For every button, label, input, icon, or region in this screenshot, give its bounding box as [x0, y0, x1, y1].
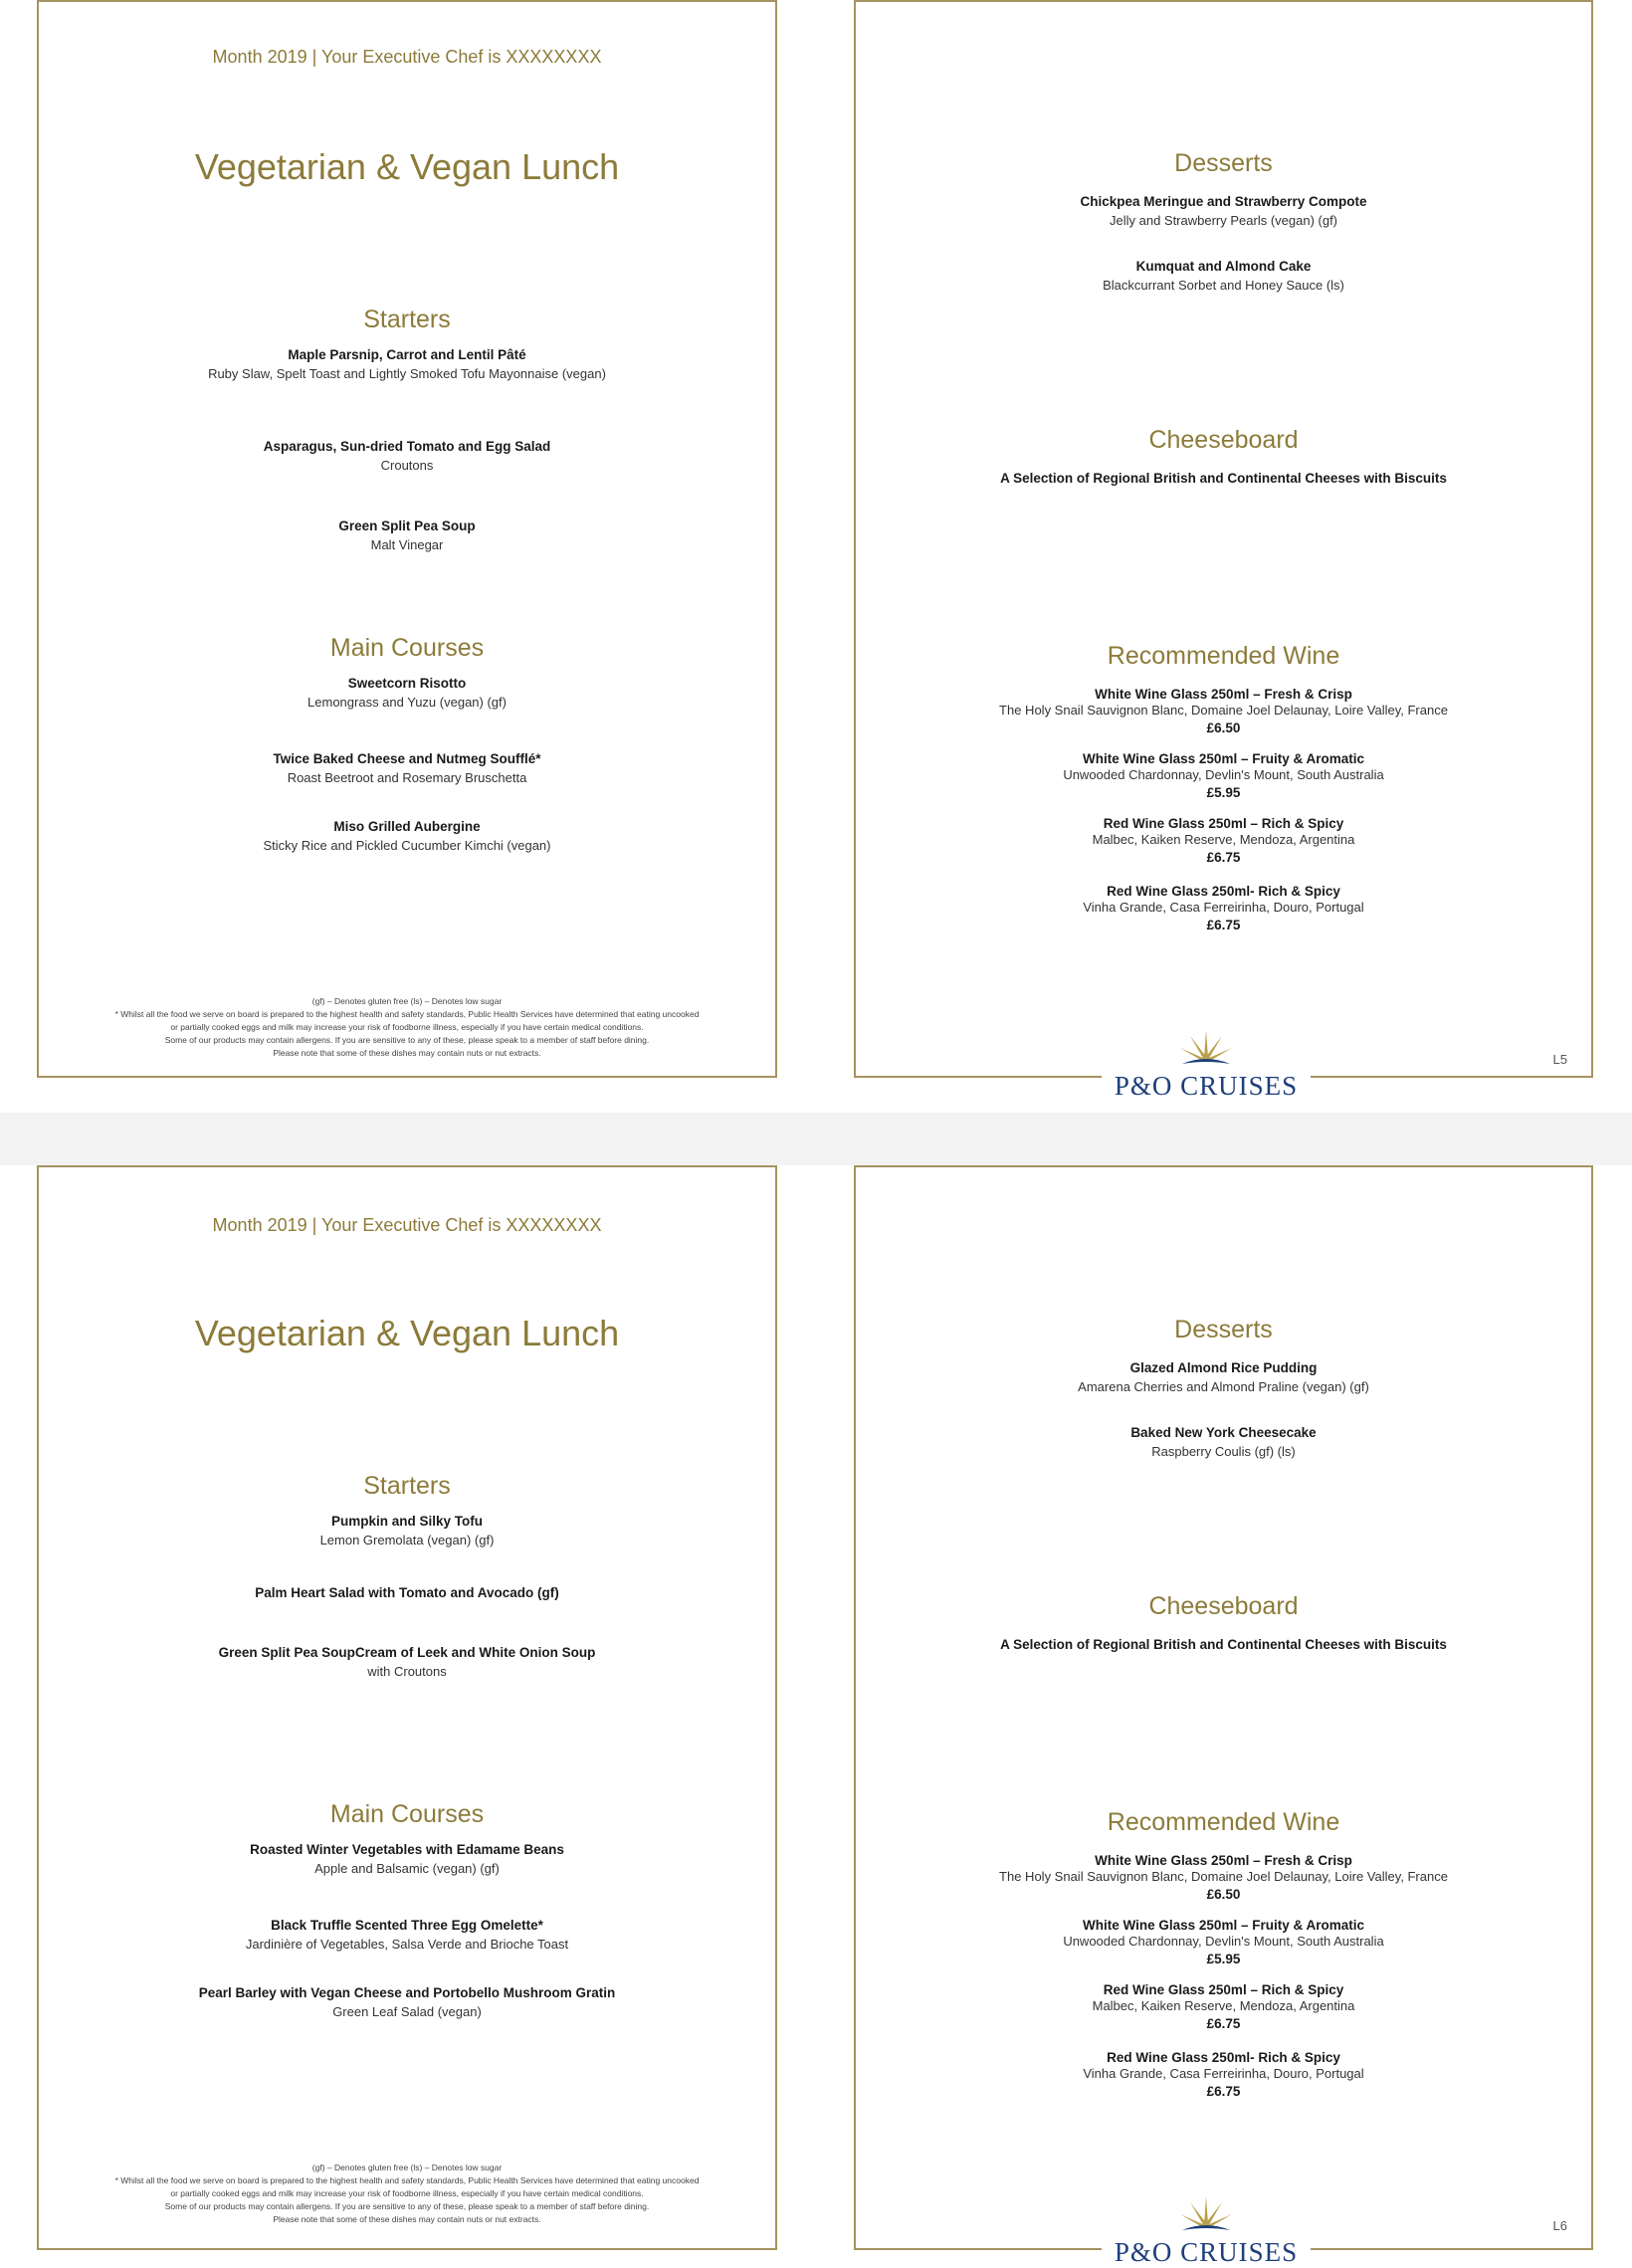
- wine-description: The Holy Snail Sauvignon Blanc, Domaine Joel Delaunay, Loire Valley, France: [999, 703, 1448, 718]
- menu-item: [39, 1514, 775, 1547]
- dish-description: Croutons: [380, 458, 434, 473]
- menu-sheet-2: [0, 1165, 1632, 2267]
- wine-price: £6.75: [1206, 2084, 1241, 2099]
- wine-description: The Holy Snail Sauvignon Blanc, Domaine Joel Delaunay, Loire Valley, France: [999, 1869, 1448, 1884]
- cheeseboard-heading: Cheeseboard: [1148, 1592, 1299, 1620]
- menu-item: [39, 518, 775, 552]
- wine-name: White Wine Glass 250ml – Fruity & Aromatic: [1083, 751, 1364, 766]
- wine-name: Red Wine Glass 250ml – Rich & Spicy: [1103, 1982, 1344, 1997]
- wine-description: Malbec, Kaiken Reserve, Mendoza, Argentina: [1092, 832, 1355, 847]
- dish-name: Kumquat and Almond Cake: [1135, 259, 1312, 274]
- menu-item: [856, 1425, 1591, 1459]
- menu-item: [39, 751, 775, 785]
- dish-description: Roast Beetroot and Rosemary Bruschetta: [287, 770, 527, 785]
- sheet-separator: [0, 1113, 1632, 1165]
- wine-description: Vinha Grande, Casa Ferreirinha, Douro, Portugal: [1083, 2066, 1364, 2081]
- footnote: Some of our products may contain allergens. If you are sensitive to any of these, please speak to a member of staff before dining.: [164, 2201, 650, 2211]
- dish-name: Asparagus, Sun-dried Tomato and Egg Salad: [263, 439, 551, 454]
- mains-heading: Main Courses: [329, 1800, 485, 1828]
- dish-name: Miso Grilled Aubergine: [333, 819, 481, 834]
- footnotes: [39, 2162, 775, 2226]
- wine-price: £5.95: [1206, 785, 1241, 800]
- wine-item: [856, 1918, 1591, 1966]
- footnote: Please note that some of these dishes may contain nuts or nut extracts.: [273, 2214, 541, 2224]
- wine-price: £6.50: [1206, 721, 1241, 735]
- dish-description: Amarena Cherries and Almond Praline (vegan) (gf): [1078, 1379, 1369, 1394]
- brand-logo: [1102, 2194, 1311, 2268]
- dish-name: Pumpkin and Silky Tofu: [330, 1514, 483, 1529]
- wine-price: £5.95: [1206, 1952, 1241, 1966]
- starters-heading: Starters: [363, 1472, 451, 1500]
- wine-name: White Wine Glass 250ml – Fresh & Crisp: [1095, 687, 1352, 702]
- dish-description: Green Leaf Salad (vegan): [332, 2004, 482, 2019]
- menu-sheet-1: [0, 0, 1632, 1113]
- wine-description: Vinha Grande, Casa Ferreirinha, Douro, Portugal: [1083, 900, 1364, 915]
- wine-description: Unwooded Chardonnay, Devlin's Mount, South Australia: [1063, 767, 1384, 782]
- dish-name: Maple Parsnip, Carrot and Lentil Pâté: [288, 347, 526, 362]
- wine-price: £6.75: [1206, 2016, 1241, 2031]
- dish-name: Green Split Pea SoupCream of Leek and White Onion Soup: [218, 1645, 596, 1660]
- wine-description: Malbec, Kaiken Reserve, Mendoza, Argentina: [1092, 1998, 1355, 2013]
- footnotes: [39, 995, 775, 1060]
- cheeseboard-text: A Selection of Regional British and Continental Cheeses with Biscuits: [1000, 1637, 1447, 1652]
- page-title: Vegetarian & Vegan Lunch: [194, 1313, 620, 1353]
- menu-item: [39, 1645, 775, 1679]
- dish-name: Palm Heart Salad with Tomato and Avocado (gf): [255, 1585, 559, 1600]
- wine-item: [856, 2050, 1591, 2099]
- sunburst-icon: [1176, 2194, 1236, 2234]
- dish-name: Chickpea Meringue and Strawberry Compote: [1080, 194, 1367, 209]
- wine-heading: Recommended Wine: [1107, 1808, 1340, 1836]
- desserts-heading: Desserts: [1174, 1316, 1273, 1343]
- left-menu-page: [37, 0, 777, 1078]
- menu-item: [39, 676, 775, 710]
- wine-item: [856, 751, 1591, 800]
- wine-price: £6.75: [1206, 918, 1241, 932]
- wine-description: Unwooded Chardonnay, Devlin's Mount, South Australia: [1063, 1934, 1384, 1949]
- brand-logo: [1102, 1028, 1311, 1102]
- dish-description: Jelly and Strawberry Pearls (vegan) (gf): [1109, 213, 1338, 228]
- dish-name: Roasted Winter Vegetables with Edamame Beans: [250, 1842, 564, 1857]
- menu-item: [39, 1985, 775, 2019]
- logo-text: P&O CRUISES: [1114, 2237, 1299, 2267]
- menu-item: [39, 347, 775, 381]
- footnote: (gf) – Denotes gluten free (ls) – Denotes low sugar: [311, 996, 503, 1006]
- left-menu-page: [37, 1165, 777, 2250]
- cheeseboard-text: A Selection of Regional British and Continental Cheeses with Biscuits: [1000, 471, 1447, 486]
- footnote: or partially cooked eggs and milk may increase your risk of foodborne illness, especially if you have certain medical conditions.: [170, 1022, 644, 1032]
- page-title: Vegetarian & Vegan Lunch: [194, 146, 620, 187]
- wine-item: [856, 1982, 1591, 2031]
- wine-price: £6.50: [1206, 1887, 1241, 1902]
- wine-name: Red Wine Glass 250ml- Rich & Spicy: [1107, 884, 1340, 899]
- footnote: Some of our products may contain allergens. If you are sensitive to any of these, please speak to a member of staff before dining.: [164, 1035, 650, 1045]
- menu-item: [856, 194, 1591, 228]
- cheeseboard-heading: Cheeseboard: [1148, 426, 1299, 454]
- wine-price: £6.75: [1206, 850, 1241, 865]
- wine-name: White Wine Glass 250ml – Fresh & Crisp: [1095, 1853, 1352, 1868]
- dish-description: Jardinière of Vegetables, Salsa Verde and Brioche Toast: [245, 1937, 569, 1952]
- dish-name: Twice Baked Cheese and Nutmeg Soufflé*: [273, 751, 541, 766]
- menu-item: [39, 1842, 775, 1876]
- wine-item: [856, 884, 1591, 932]
- dish-description: Ruby Slaw, Spelt Toast and Lightly Smoked Tofu Mayonnaise (vegan): [208, 366, 606, 381]
- chef-line: Month 2019 | Your Executive Chef is XXXXXXXX: [212, 1215, 602, 1235]
- dish-name: Green Split Pea Soup: [338, 518, 476, 533]
- dish-description: Lemongrass and Yuzu (vegan) (gf): [307, 695, 507, 710]
- menu-item: [39, 1585, 775, 1604]
- logo-text: P&O CRUISES: [1114, 1071, 1299, 1101]
- dish-name: Black Truffle Scented Three Egg Omelette*: [271, 1918, 543, 1933]
- wine-item: [856, 1853, 1591, 1902]
- dish-description: Raspberry Coulis (gf) (ls): [1151, 1444, 1296, 1459]
- dish-description: Blackcurrant Sorbet and Honey Sauce (ls): [1103, 278, 1344, 293]
- footnote: (gf) – Denotes gluten free (ls) – Denotes low sugar: [311, 2163, 503, 2172]
- menu-item: [39, 819, 775, 853]
- page-number: L5: [1552, 1052, 1567, 1067]
- dish-name: Sweetcorn Risotto: [347, 676, 467, 691]
- wine-item: [856, 687, 1591, 735]
- dish-description: Malt Vinegar: [370, 537, 444, 552]
- footnote: or partially cooked eggs and milk may increase your risk of foodborne illness, especially if you have certain medical conditions.: [170, 2188, 644, 2198]
- menu-item: [856, 1360, 1591, 1394]
- footnote: * Whilst all the food we serve on board is prepared to the highest health and safety standards, Public Health Services have determined that eating uncooked: [114, 1009, 700, 1019]
- sunburst-icon: [1176, 1028, 1236, 1068]
- wine-item: [856, 816, 1591, 865]
- wine-name: White Wine Glass 250ml – Fruity & Aromatic: [1083, 1918, 1364, 1933]
- wine-name: Red Wine Glass 250ml – Rich & Spicy: [1103, 816, 1344, 831]
- wine-heading: Recommended Wine: [1107, 642, 1340, 670]
- menu-item: [856, 259, 1591, 293]
- mains-heading: Main Courses: [329, 634, 485, 662]
- starters-heading: Starters: [363, 306, 451, 333]
- footnote: * Whilst all the food we serve on board is prepared to the highest health and safety standards, Public Health Services have determined that eating uncooked: [114, 2175, 700, 2185]
- dish-name: Pearl Barley with Vegan Cheese and Portobello Mushroom Gratin: [198, 1985, 616, 2000]
- menu-item: [39, 1918, 775, 1952]
- page-number: L6: [1552, 2218, 1567, 2233]
- dish-description: Lemon Gremolata (vegan) (gf): [319, 1533, 495, 1547]
- right-menu-page: [854, 0, 1593, 1078]
- right-menu-page: [854, 1165, 1593, 2250]
- desserts-heading: Desserts: [1174, 149, 1273, 177]
- chef-line: Month 2019 | Your Executive Chef is XXXXXXXX: [212, 47, 602, 67]
- menu-item: [39, 439, 775, 473]
- dish-name: Glazed Almond Rice Pudding: [1129, 1360, 1318, 1375]
- wine-name: Red Wine Glass 250ml- Rich & Spicy: [1107, 2050, 1340, 2065]
- dish-description: Sticky Rice and Pickled Cucumber Kimchi (vegan): [263, 838, 551, 853]
- dish-description: with Croutons: [367, 1664, 447, 1679]
- dish-name: Baked New York Cheesecake: [1130, 1425, 1317, 1440]
- dish-description: Apple and Balsamic (vegan) (gf): [314, 1861, 500, 1876]
- footnote: Please note that some of these dishes may contain nuts or nut extracts.: [273, 1048, 541, 1058]
